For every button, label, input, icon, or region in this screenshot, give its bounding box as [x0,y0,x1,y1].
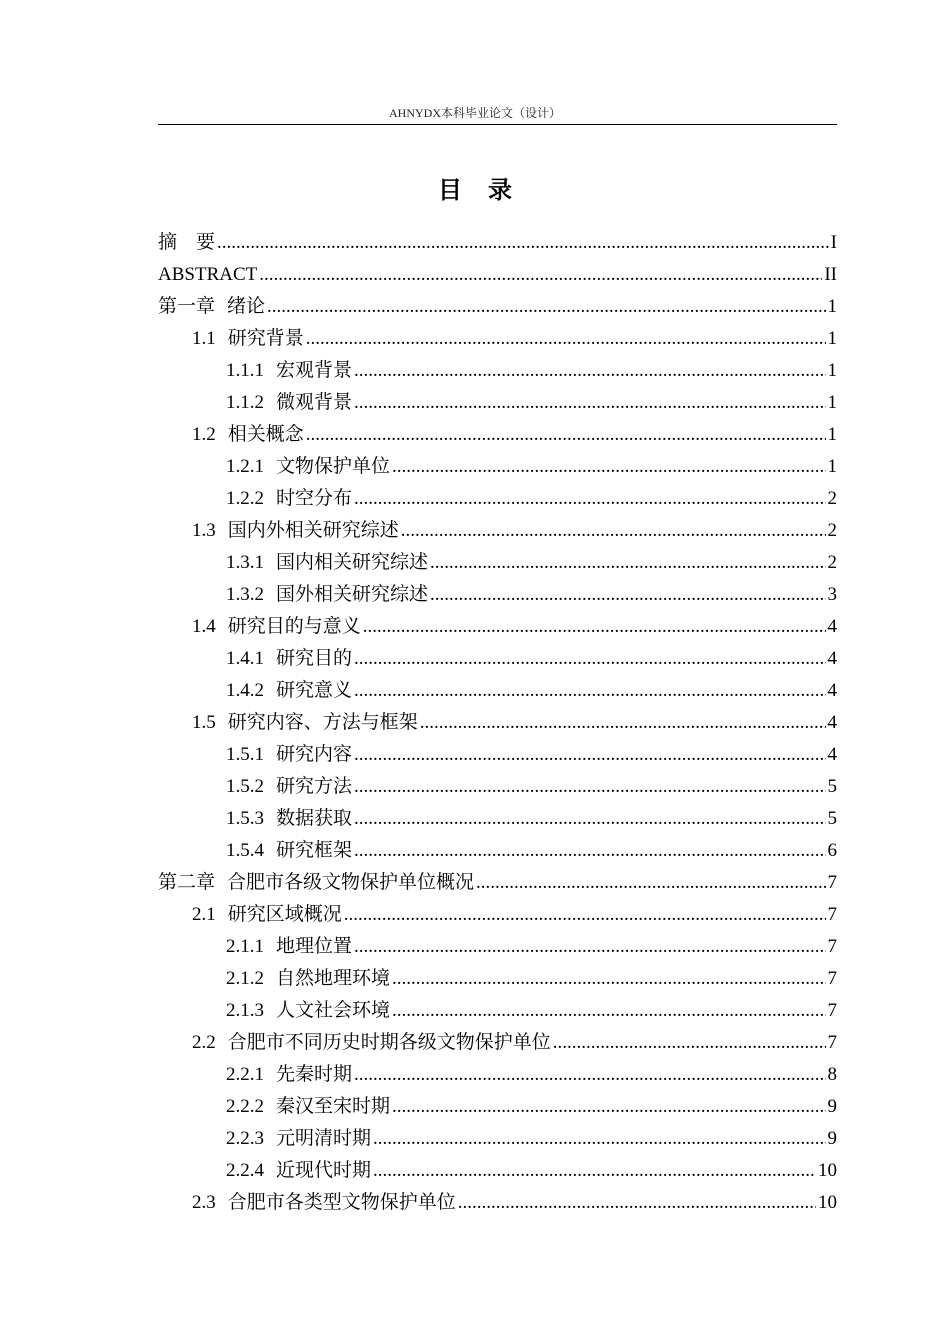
dot-leader [430,579,825,611]
toc-entry-number: 第二章 [158,872,216,893]
dot-leader [401,515,826,547]
toc-entry-number: 1.4.1 [226,648,264,669]
toc-entry[interactable] [158,611,837,643]
dot-leader [354,803,825,835]
toc-entry-page: 5 [827,808,837,829]
dot-leader [259,259,822,291]
toc-entry[interactable] [158,323,837,355]
toc-entry-page: 10 [818,1192,837,1213]
toc-entry-title: 研究框架 [276,840,353,861]
dot-leader [392,451,825,483]
toc-entry-title: ABSTRACT [158,264,258,285]
toc-entry-page: 2 [827,520,837,541]
toc-entry-page: 2 [827,552,837,573]
toc-entry-title: 元明清时期 [276,1128,372,1149]
toc-entry-title: 国内外相关研究综述 [227,520,399,541]
dot-leader [354,387,825,419]
toc-entry-number: 1.2.1 [226,456,264,477]
toc-entry[interactable] [158,227,837,259]
dot-leader [354,739,825,771]
toc-entry-number: 1.5 [192,712,216,733]
toc-entry[interactable] [158,963,837,995]
toc-entry-number: 2.1.2 [226,968,264,989]
toc-title-right: 录 [488,176,512,204]
dot-leader [430,547,825,579]
toc-entry-title: 人文社会环境 [276,1000,391,1021]
toc-entry-number: 1.3.1 [226,552,264,573]
toc-entry[interactable] [158,771,837,803]
toc-entry[interactable] [158,995,837,1027]
toc-entry-page: 4 [827,616,837,637]
dot-leader [354,1059,825,1091]
toc-entry[interactable] [158,739,837,771]
toc-entry-page: 9 [827,1096,837,1117]
toc-entry-title: 研究背景 [227,328,304,349]
dot-leader [476,867,825,899]
toc-entry-title: 研究内容 [276,744,353,765]
toc-entry-title: 研究区域概况 [227,904,342,925]
dot-leader [267,291,825,323]
toc-entry-number: 1.5.2 [226,776,264,797]
toc-entry-page: 7 [827,872,837,893]
toc-entry-page: 5 [827,776,837,797]
toc-entry-number: 2.2.4 [226,1160,264,1181]
toc-entry-page: II [824,264,837,285]
toc-entry-number: 2.2 [192,1032,216,1053]
dot-leader [354,835,825,867]
toc-entry-title: 国外相关研究综述 [276,584,429,605]
dot-leader [306,419,826,451]
dot-leader [373,1155,816,1187]
toc-entry-title: 研究方法 [276,776,353,797]
toc-entry[interactable] [158,1123,837,1155]
toc-entry-number: 1.5.1 [226,744,264,765]
dot-leader [354,675,825,707]
toc-entry-title: 先秦时期 [276,1064,353,1085]
toc-entry-title: 研究意义 [276,680,353,701]
toc-entry[interactable] [158,899,837,931]
toc-entry-page: 10 [818,1160,837,1181]
toc-entry-page: 7 [827,968,837,989]
toc-entry-number: 2.2.1 [226,1064,264,1085]
dot-leader [553,1027,826,1059]
toc-entry-title: 近现代时期 [276,1160,372,1181]
toc-entry-number: 2.1 [192,904,216,925]
toc-entry-number: 1.3 [192,520,216,541]
toc-entry-page: 9 [827,1128,837,1149]
toc-entry-title: 研究目的与意义 [227,616,361,637]
toc-entry-title: 数据获取 [276,808,353,829]
toc-entry-number: 2.3 [192,1192,216,1213]
toc-entry[interactable] [158,1027,837,1059]
toc-entry[interactable] [158,931,837,963]
toc-entry-title: 绪论 [227,296,266,317]
toc-entry[interactable] [158,1187,837,1219]
toc-entry-page: 4 [827,680,837,701]
toc-entry-page: 6 [827,840,837,861]
toc-title-left: 目 [438,176,462,204]
toc-entry[interactable] [158,355,837,387]
toc-list [158,227,837,1219]
toc-entry-page: 7 [827,1032,837,1053]
dot-leader [354,355,825,387]
toc-entry-number: 1.2 [192,424,216,445]
toc-entry[interactable] [158,451,837,483]
toc-entry[interactable] [158,515,837,547]
toc-entry-title: 合肥市各级文物保护单位概况 [227,872,475,893]
dot-leader [354,931,825,963]
toc-entry[interactable] [158,419,837,451]
toc-entry-number: 2.1.3 [226,1000,264,1021]
toc-entry[interactable] [158,483,837,515]
toc-entry-title: 合肥市不同历史时期各级文物保护单位 [227,1032,551,1053]
toc-entry-title: 自然地理环境 [276,968,391,989]
toc-entry-number: 1.1.1 [226,360,264,381]
dot-leader [373,1123,825,1155]
dot-leader [344,899,826,931]
toc-entry-page: 4 [827,648,837,669]
toc-entry-title: 研究目的 [276,648,353,669]
toc-entry-page: 1 [827,424,837,445]
toc-entry-number: 2.1.1 [226,936,264,957]
dot-leader [306,323,826,355]
toc-entry[interactable] [158,259,837,291]
toc-entry[interactable] [158,579,837,611]
dot-leader [363,611,826,643]
toc-entry-title: 时空分布 [276,488,353,509]
toc-entry-title: 研究内容、方法与框架 [227,712,418,733]
toc-entry-page: 1 [827,392,837,413]
dot-leader [354,771,825,803]
toc-entry[interactable] [158,547,837,579]
running-header: AHNYDX本科毕业论文（设计） [389,106,561,120]
toc-entry[interactable] [158,387,837,419]
toc-entry[interactable] [158,1155,837,1187]
toc-entry[interactable] [158,803,837,835]
dot-leader [392,963,825,995]
toc-entry-title: 合肥市各类型文物保护单位 [227,1192,456,1213]
toc-entry-number: 1.5.4 [226,840,264,861]
toc-entry-page: 1 [827,360,837,381]
toc-entry-number: 1.1 [192,328,216,349]
toc-entry-title: 文物保护单位 [276,456,391,477]
toc-entry[interactable] [158,1091,837,1123]
toc-entry[interactable] [158,675,837,707]
toc-entry-page: 7 [827,1000,837,1021]
toc-entry-number: 1.1.2 [226,392,264,413]
toc-entry-page: 8 [827,1064,837,1085]
toc-title [0,175,950,205]
toc-entry-number: 1.5.3 [226,808,264,829]
toc-entry[interactable] [158,643,837,675]
toc-entry-page: 1 [827,296,837,317]
toc-entry-title: 摘 要 [158,232,216,253]
toc-entry-number: 1.4.2 [226,680,264,701]
toc-entry[interactable] [158,707,837,739]
dot-leader [392,1091,825,1123]
dot-leader [458,1187,816,1219]
toc-entry-page: 3 [827,584,837,605]
toc-entry-title: 国内相关研究综述 [276,552,429,573]
toc-entry[interactable] [158,835,837,867]
dot-leader [354,483,825,515]
dot-leader [392,995,825,1027]
toc-entry-page: 7 [827,904,837,925]
toc-entry-number: 1.2.2 [226,488,264,509]
toc-entry-page: 4 [827,712,837,733]
toc-entry[interactable] [158,1059,837,1091]
toc-entry-page: 7 [827,936,837,957]
toc-entry-page: 4 [827,744,837,765]
toc-entry-number: 2.2.3 [226,1128,264,1149]
toc-entry-page: 1 [827,328,837,349]
toc-entry-number: 2.2.2 [226,1096,264,1117]
toc-entry-title: 微观背景 [276,392,353,413]
toc-entry-number: 1.4 [192,616,216,637]
toc-entry-title: 秦汉至宋时期 [276,1096,391,1117]
header-rule [158,124,837,125]
dot-leader [354,643,825,675]
toc-entry-page: 1 [827,456,837,477]
toc-entry[interactable] [158,867,837,899]
toc-entry-page: I [830,232,837,253]
dot-leader [420,707,826,739]
toc-entry-number: 1.3.2 [226,584,264,605]
toc-entry-title: 相关概念 [227,424,304,445]
toc-entry-number: 第一章 [158,296,216,317]
toc-entry-page: 2 [827,488,837,509]
toc-entry-title: 宏观背景 [276,360,353,381]
toc-entry[interactable] [158,291,837,323]
toc-entry-title: 地理位置 [276,936,353,957]
dot-leader [217,227,829,259]
